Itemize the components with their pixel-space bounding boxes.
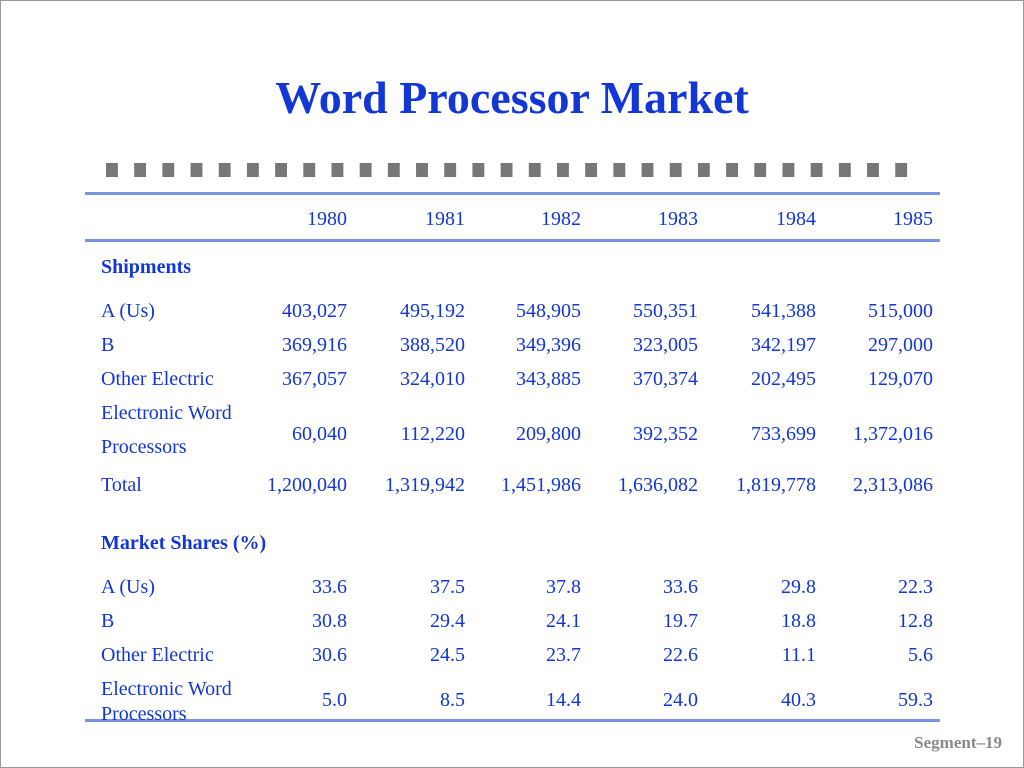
table-cell: 369,916 [282,334,347,356]
table-cell: 24.5 [430,644,465,666]
table-cell: 1,200,040 [267,474,347,496]
slide-title: Word Processor Market [275,72,749,123]
row-label: Processors [101,436,187,458]
row-label: Other Electric [101,368,214,390]
year-header: 1984 [776,208,816,230]
table-cell: 209,800 [516,423,581,445]
table-cell: 5.0 [322,689,347,711]
table-cell: 60,040 [292,423,347,445]
row-label: Processors [101,703,187,725]
table-cell: 22.6 [663,644,698,666]
dotted-divider [106,163,918,177]
table-cell: 515,000 [868,300,933,322]
row-label: B [101,610,115,632]
table-cell: 388,520 [400,334,465,356]
table-cell: 23.7 [546,644,581,666]
table-cell: 392,352 [633,423,698,445]
year-header: 1985 [893,208,933,230]
year-header: 1981 [425,208,465,230]
table-cell: 324,010 [400,368,465,390]
table-cell: 1,451,986 [501,474,581,496]
table-cell: 11.1 [781,644,816,666]
table-cell: 33.6 [312,576,347,598]
table-cell: 129,070 [868,368,933,390]
table-cell: 403,027 [282,300,347,322]
table-cell: 29.4 [430,610,465,632]
table-cell: 30.8 [312,610,347,632]
table-cell: 14.4 [546,689,581,711]
table-cell: 550,351 [633,300,698,322]
table-cell: 40.3 [781,689,816,711]
table-cell: 29.8 [781,576,816,598]
row-label: B [101,334,115,356]
table-cell: 297,000 [868,334,933,356]
year-header: 1982 [541,208,581,230]
table-cell: 12.8 [898,610,933,632]
table-cell: 5.6 [908,644,933,666]
section-heading-shipments: Shipments [101,256,192,278]
table-cell: 343,885 [516,368,581,390]
table-cell: 37.5 [430,576,465,598]
row-label: Other Electric [101,644,214,666]
header-rule [85,239,940,242]
table-cell: 495,192 [400,300,465,322]
section-heading-market-shares: Market Shares (%) [101,532,267,554]
table-cell: 1,819,778 [736,474,816,496]
table-cell: 30.6 [312,644,347,666]
row-label: Electronic Word [101,402,232,424]
year-header: 1980 [307,208,347,230]
table-cell: 24.0 [663,689,698,711]
table-cell: 2,313,086 [853,474,933,496]
row-label: Electronic Word [101,678,232,700]
table-cell: 37.8 [546,576,581,598]
table-cell: 1,636,082 [618,474,698,496]
table-cell: 24.1 [546,610,581,632]
table-cell: 8.5 [440,689,465,711]
table-top-rule [85,192,940,195]
table-cell: 349,396 [516,334,581,356]
table-cell: 342,197 [751,334,816,356]
table-cell: 370,374 [633,368,698,390]
table-cell: 59.3 [898,689,933,711]
row-label: A (Us) [101,576,155,598]
row-label: A (Us) [101,300,155,322]
table-cell: 1,319,942 [385,474,465,496]
table-cell: 1,372,016 [853,423,933,445]
table-cell: 367,057 [282,368,347,390]
table-cell: 541,388 [751,300,816,322]
year-header: 1983 [658,208,698,230]
table-cell: 18.8 [781,610,816,632]
table-cell: 19.7 [663,610,698,632]
table-cell: 22.3 [898,576,933,598]
table-cell: 323,005 [633,334,698,356]
table-cell: 202,495 [751,368,816,390]
table-cell: 548,905 [516,300,581,322]
row-label: Total [101,474,142,496]
table-cell: 733,699 [751,423,816,445]
table-bottom-rule [85,719,940,722]
table-cell: 33.6 [663,576,698,598]
slide-footer: Segment–19 [914,733,1002,752]
table-cell: 112,220 [400,423,465,445]
